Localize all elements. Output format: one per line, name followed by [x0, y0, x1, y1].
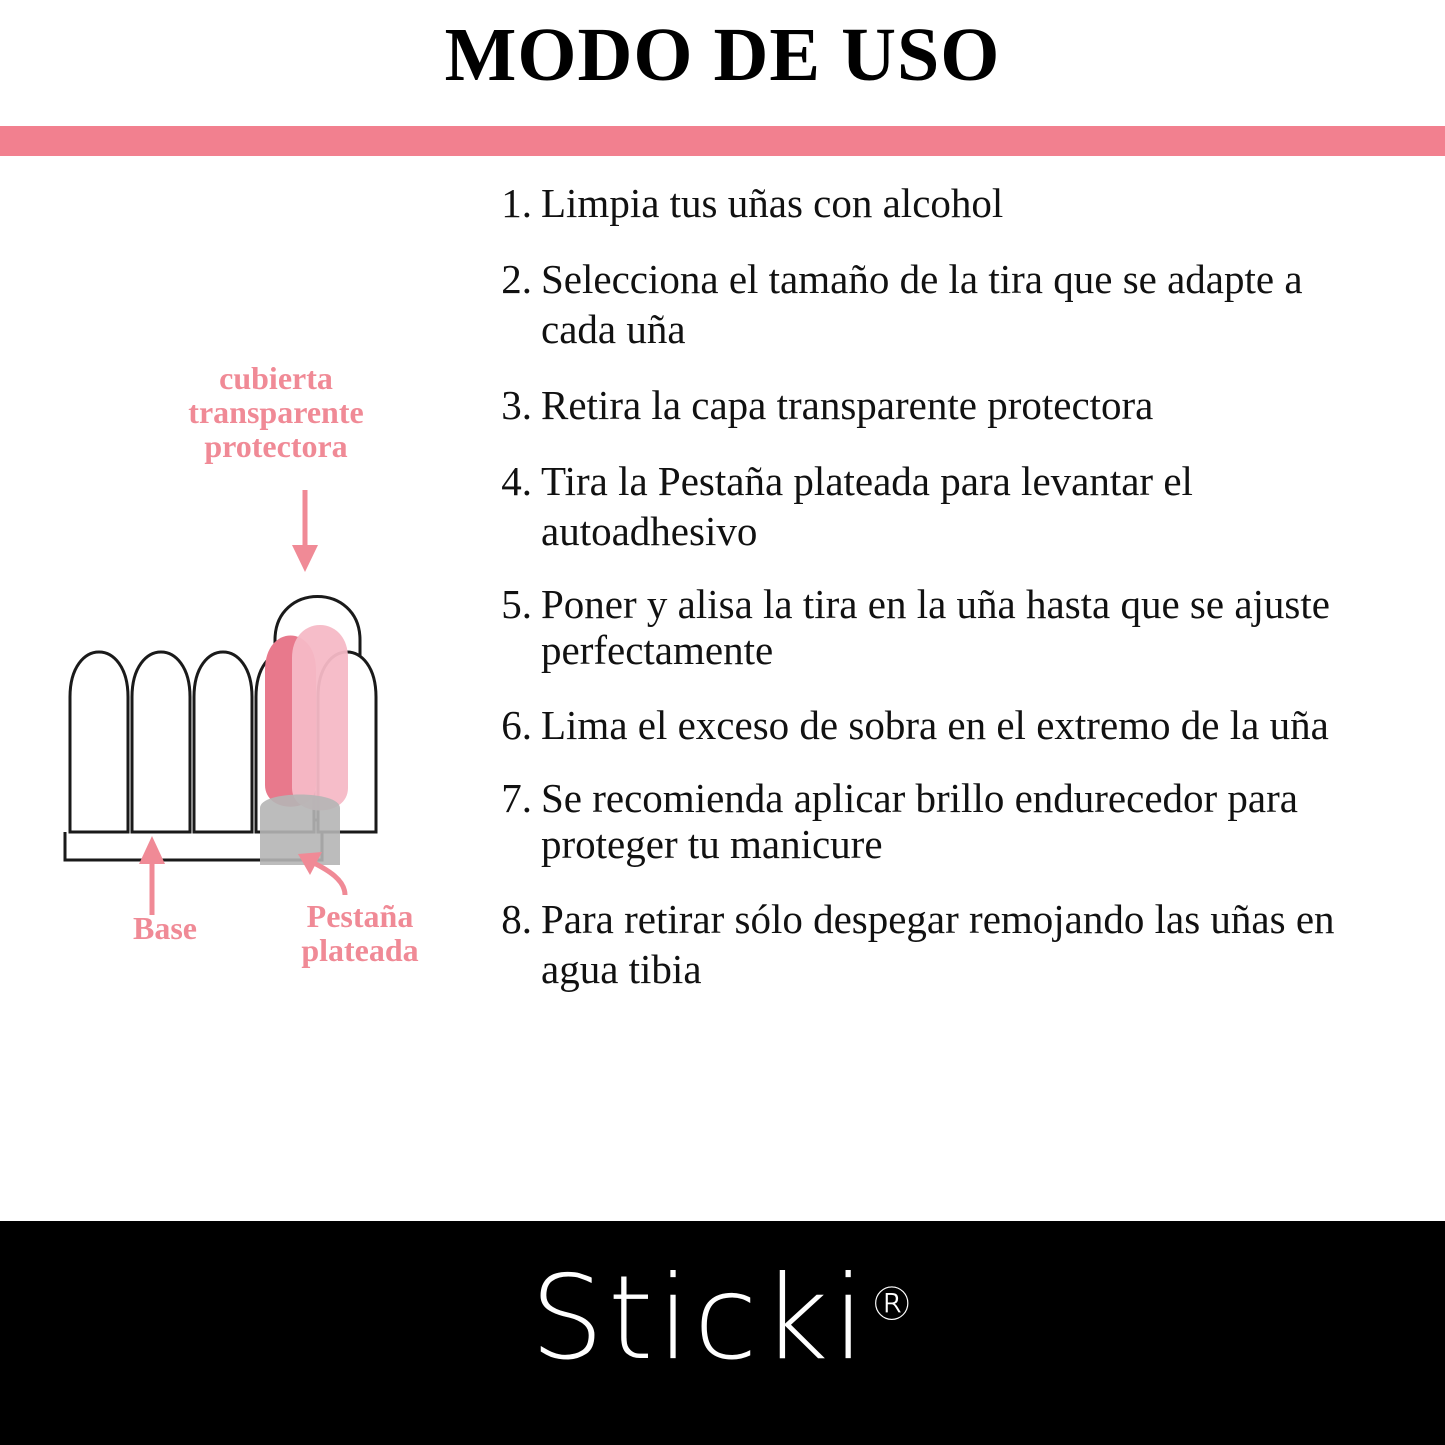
diagram-label-tab: Pestaña plateada — [301, 898, 419, 968]
list-item — [478, 178, 1378, 228]
brand-name: Sticki — [530, 1251, 869, 1386]
step-number: 2. — [501, 256, 532, 303]
list-item — [478, 700, 1378, 750]
light-pink-strip-shape — [292, 625, 348, 811]
list-item — [478, 894, 1378, 994]
step-number: 6. — [501, 701, 532, 748]
diagram-label-cover: cubierta transparente protectora — [188, 360, 364, 464]
brand-logo — [0, 1251, 1445, 1386]
step-number: 4. — [501, 458, 532, 505]
step-number: 8. — [501, 895, 532, 942]
list-item — [478, 582, 1378, 674]
registered-mark: ® — [868, 1277, 915, 1331]
diagram-label-base: Base — [133, 910, 197, 946]
list-item — [478, 776, 1378, 868]
header-divider — [0, 126, 1445, 156]
footer-bar — [0, 1221, 1445, 1445]
step-text: Selecciona el tamaño de la tira que se adapte a cada uña — [541, 256, 1303, 353]
arrow-to-base — [139, 836, 165, 915]
step-text: Limpia tus uñas con alcohol — [541, 180, 1004, 226]
list-item — [478, 456, 1378, 556]
step-text: Se recomienda aplicar brillo endurecedor para proteger tu manicure — [541, 774, 1298, 867]
step-text: Lima el exceso de sobra en el extremo de la uña — [541, 701, 1329, 748]
step-text: Poner y alisa la tira en la uña hasta que se ajuste perfectamente — [541, 581, 1330, 673]
arrow-to-cover — [292, 490, 318, 572]
nail-strip-diagram — [60, 340, 480, 1020]
list-item — [478, 380, 1378, 430]
steps-list — [478, 178, 1378, 1020]
step-number: 5. — [501, 581, 532, 628]
step-text: Retira la capa transparente protectora — [541, 382, 1154, 429]
page-title: MODO DE USO — [444, 13, 1001, 97]
list-item — [478, 254, 1378, 354]
step-number: 7. — [501, 774, 532, 821]
step-number: 1. — [501, 180, 532, 226]
step-text: Tira la Pestaña plateada para levantar el autoadhesivo — [541, 458, 1193, 555]
step-number: 3. — [501, 382, 532, 429]
step-text: Para retirar sólo despegar remojando las uñas en agua tibia — [541, 895, 1335, 992]
